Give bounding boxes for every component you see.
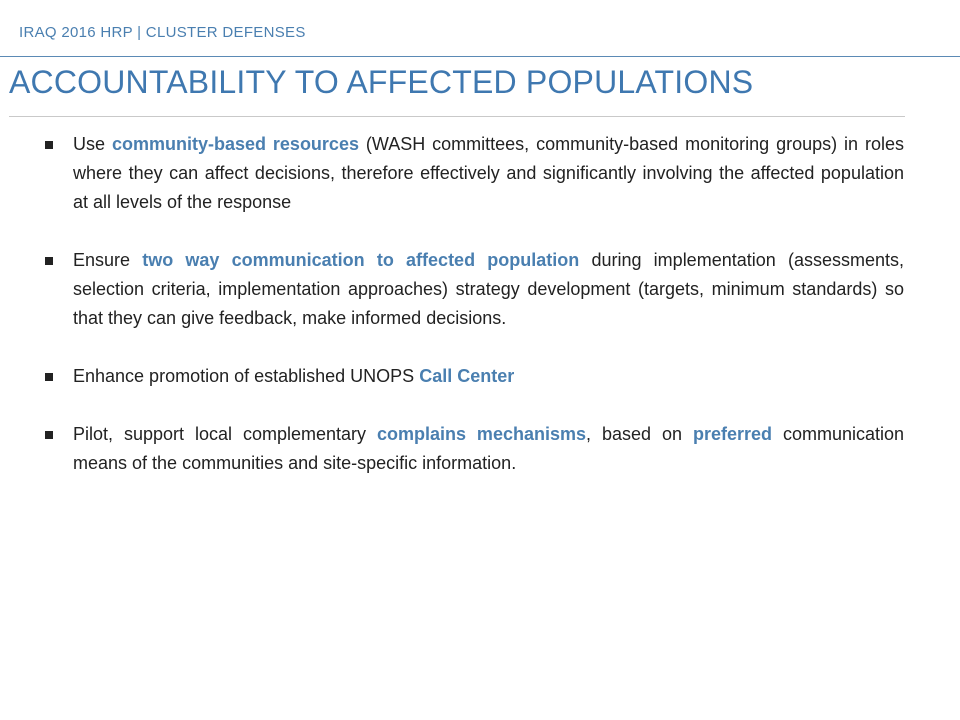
bullet-community-resources <box>40 130 904 217</box>
highlight-text: community-based resources <box>111 134 359 154</box>
bullet-text: communication means of the communities and site-specific information. <box>73 424 904 473</box>
bullet-text: Ensure <box>73 250 143 270</box>
square-bullet-icon <box>45 141 53 149</box>
square-bullet-icon <box>45 257 53 265</box>
bullet-two-way-communication <box>40 246 904 333</box>
bullet-text: Enhance promotion of established UNOPS <box>73 366 420 386</box>
highlight-text: Call Center <box>419 366 515 386</box>
bullet-text: (WASH committees, community-based monitoring groups) in roles where they can affect decisions, therefore effectively and significantly involving the affected population at all levels of the response <box>73 134 904 212</box>
page-title: ACCOUNTABILITY TO AFFECTED POPULATIONS <box>9 64 754 100</box>
title-divider <box>9 116 905 117</box>
highlight-text: complains mechanisms <box>376 424 586 444</box>
highlight-text: two way communication to affected population <box>142 250 580 270</box>
bullet-text: Use <box>73 134 112 154</box>
bullet-text: , based on <box>586 424 693 444</box>
highlight-text: preferred <box>692 424 772 444</box>
square-bullet-icon <box>45 373 53 381</box>
square-bullet-icon <box>45 431 53 439</box>
header-divider <box>0 56 960 57</box>
bullet-text: during implementation (assessments, selection criteria, implementation approaches) strategy development (targets, minimum standards) so that they can give feedback, make informed decisions. <box>73 250 904 328</box>
bullet-text: Pilot, support local complementary <box>73 424 377 444</box>
bullet-complaints-mechanisms <box>40 420 904 478</box>
header-label: IRAQ 2016 HRP | CLUSTER DEFENSES <box>19 24 306 41</box>
bullet-list <box>40 130 904 478</box>
bullet-call-center <box>40 362 904 391</box>
